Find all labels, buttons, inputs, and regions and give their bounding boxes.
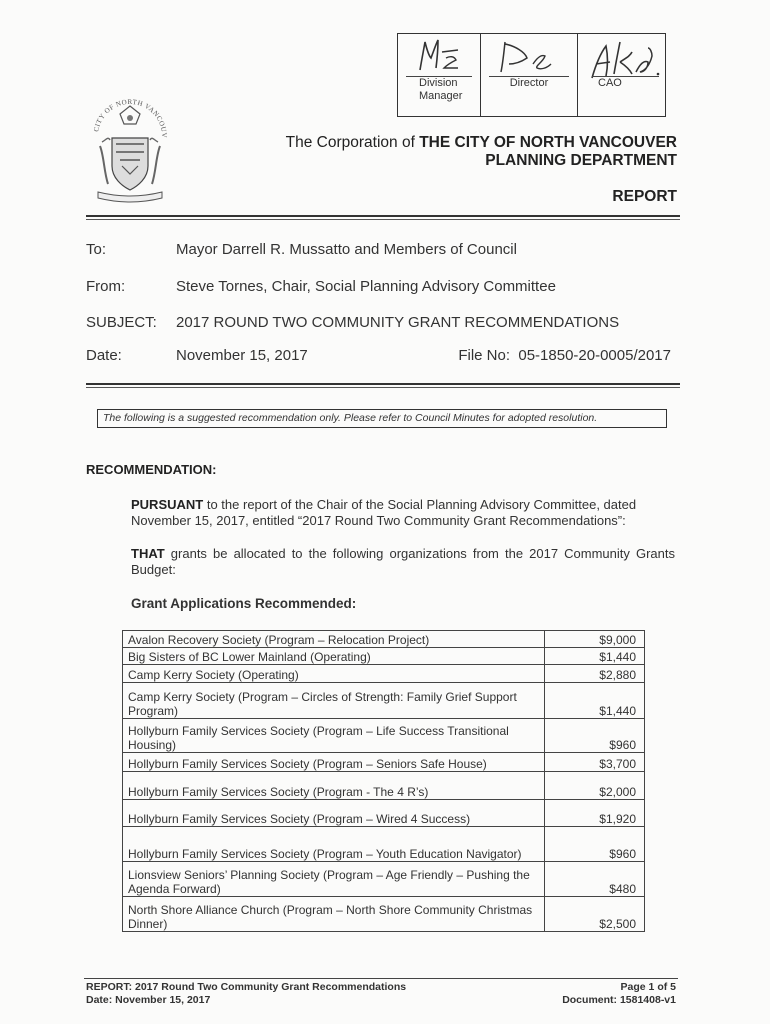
- cao-cell: [578, 34, 665, 116]
- grant-amount: $1,920: [545, 800, 645, 827]
- svg-text:CITY OF NORTH VANCOUVER: CITY OF NORTH VANCOUV: [92, 97, 169, 139]
- footer-left: [86, 981, 406, 1007]
- cao-label: CAO: [598, 77, 622, 89]
- grant-organization: North Shore Alliance Church (Program – North Shore Community Christmas Dinner): [123, 897, 545, 932]
- pursuant-paragraph: [131, 497, 675, 529]
- table-row: [123, 800, 645, 827]
- division-manager-signature: [398, 34, 480, 78]
- grant-organization: Lionsview Seniors’ Planning Society (Program – Age Friendly – Pushing the Agenda Forward): [123, 862, 545, 897]
- footer-report-title: REPORT: 2017 Round Two Community Grant Recommendations: [86, 981, 407, 993]
- date-value: November 15, 2017: [176, 347, 308, 364]
- pursuant-keyword: PURSUANT: [131, 497, 204, 512]
- grants-table-heading: Grant Applications Recommended:: [131, 596, 357, 611]
- director-label: Director: [509, 77, 549, 89]
- grant-amount: $1,440: [545, 683, 645, 719]
- grant-amount: $480: [545, 862, 645, 897]
- that-keyword: THAT: [131, 546, 165, 561]
- grant-amount: $2,880: [545, 665, 645, 683]
- grant-organization: Hollyburn Family Services Society (Program – Youth Education Navigator): [123, 827, 545, 862]
- footer-date: Date: November 15, 2017: [86, 994, 211, 1006]
- grant-organization: Hollyburn Family Services Society (Program – Life Success Transitional Housing): [123, 719, 545, 753]
- grant-amount: $960: [545, 827, 645, 862]
- grant-organization: Hollyburn Family Services Society (Program – Seniors Safe House): [123, 753, 545, 772]
- table-row: [123, 772, 645, 800]
- header-rule: [86, 215, 680, 220]
- that-paragraph: [131, 546, 675, 578]
- page-number: Page 1 of 5: [620, 981, 676, 993]
- corp-name: THE CITY OF NORTH VANCOUVER: [419, 134, 677, 151]
- recommendation-notice: The following is a suggested recommendation only. Please refer to Council Minutes for adopted resolution.: [97, 409, 667, 428]
- department-title: PLANNING DEPARTMENT: [485, 152, 677, 169]
- to-label: To:: [86, 241, 107, 258]
- table-row: [123, 631, 645, 648]
- date-label: Date:: [86, 347, 122, 364]
- director-signature: [481, 34, 577, 78]
- signoff-box: [397, 33, 666, 117]
- table-row: [123, 862, 645, 897]
- report-label: REPORT: [612, 188, 677, 205]
- from-label: From:: [86, 278, 126, 295]
- subject-value: 2017 ROUND TWO COMMUNITY GRANT RECOMMENDATIONS: [176, 314, 620, 331]
- grant-amount: $960: [545, 719, 645, 753]
- grant-amount: $1,440: [545, 648, 645, 665]
- subject-label: SUBJECT:: [86, 314, 157, 331]
- to-value: Mayor Darrell R. Mussatto and Members of Council: [176, 241, 517, 258]
- grant-organization: Camp Kerry Society (Operating): [123, 665, 545, 683]
- table-row: [123, 719, 645, 753]
- footer-rule: [84, 978, 678, 979]
- footer-right: [480, 981, 676, 1007]
- table-row: [123, 753, 645, 772]
- document-id: Document: 1581408-v1: [562, 994, 676, 1006]
- director-cell: [481, 34, 578, 116]
- grant-amount: $9,000: [545, 631, 645, 648]
- grant-organization: Hollyburn Family Services Society (Program – Wired 4 Success): [123, 800, 545, 827]
- grant-organization: Hollyburn Family Services Society (Program - The 4 R’s): [123, 772, 545, 800]
- table-row: [123, 665, 645, 683]
- division-manager-label: Division Manager: [419, 77, 463, 102]
- recommendation-heading: RECOMMENDATION:: [86, 462, 217, 477]
- table-row: [123, 683, 645, 719]
- that-text: grants be allocated to the following organizations from the 2017 Community Grants Budget:: [131, 546, 675, 577]
- grant-amount: $3,700: [545, 753, 645, 772]
- grant-organization: Big Sisters of BC Lower Mainland (Operating): [123, 648, 545, 665]
- grant-organization: Camp Kerry Society (Program – Circles of Strength: Family Grief Support Program): [123, 683, 545, 719]
- city-crest-logo: [90, 96, 170, 208]
- from-value: Steve Tornes, Chair, Social Planning Advisory Committee: [176, 278, 556, 295]
- table-row: [123, 827, 645, 862]
- grant-amount: $2,500: [545, 897, 645, 932]
- file-label: File No:: [458, 347, 511, 364]
- pursuant-text: to the report of the Chair of the Social Planning Advisory Committee, dated November 15, 2017, entitled “2017 Round Two Community Grant Recommendations”:: [131, 497, 637, 528]
- file-value: 05-1850-20-0005/2017: [518, 347, 671, 364]
- file-number: [450, 347, 671, 364]
- corporation-title: [200, 133, 677, 152]
- memo-rule: [86, 383, 680, 388]
- grant-amount: $2,000: [545, 772, 645, 800]
- table-row: [123, 897, 645, 932]
- table-row: [123, 648, 645, 665]
- division-manager-cell: [398, 34, 481, 116]
- corp-prefix: The Corporation of: [285, 134, 415, 151]
- grants-table: [122, 630, 645, 932]
- grant-organization: Avalon Recovery Society (Program – Relocation Project): [123, 631, 545, 648]
